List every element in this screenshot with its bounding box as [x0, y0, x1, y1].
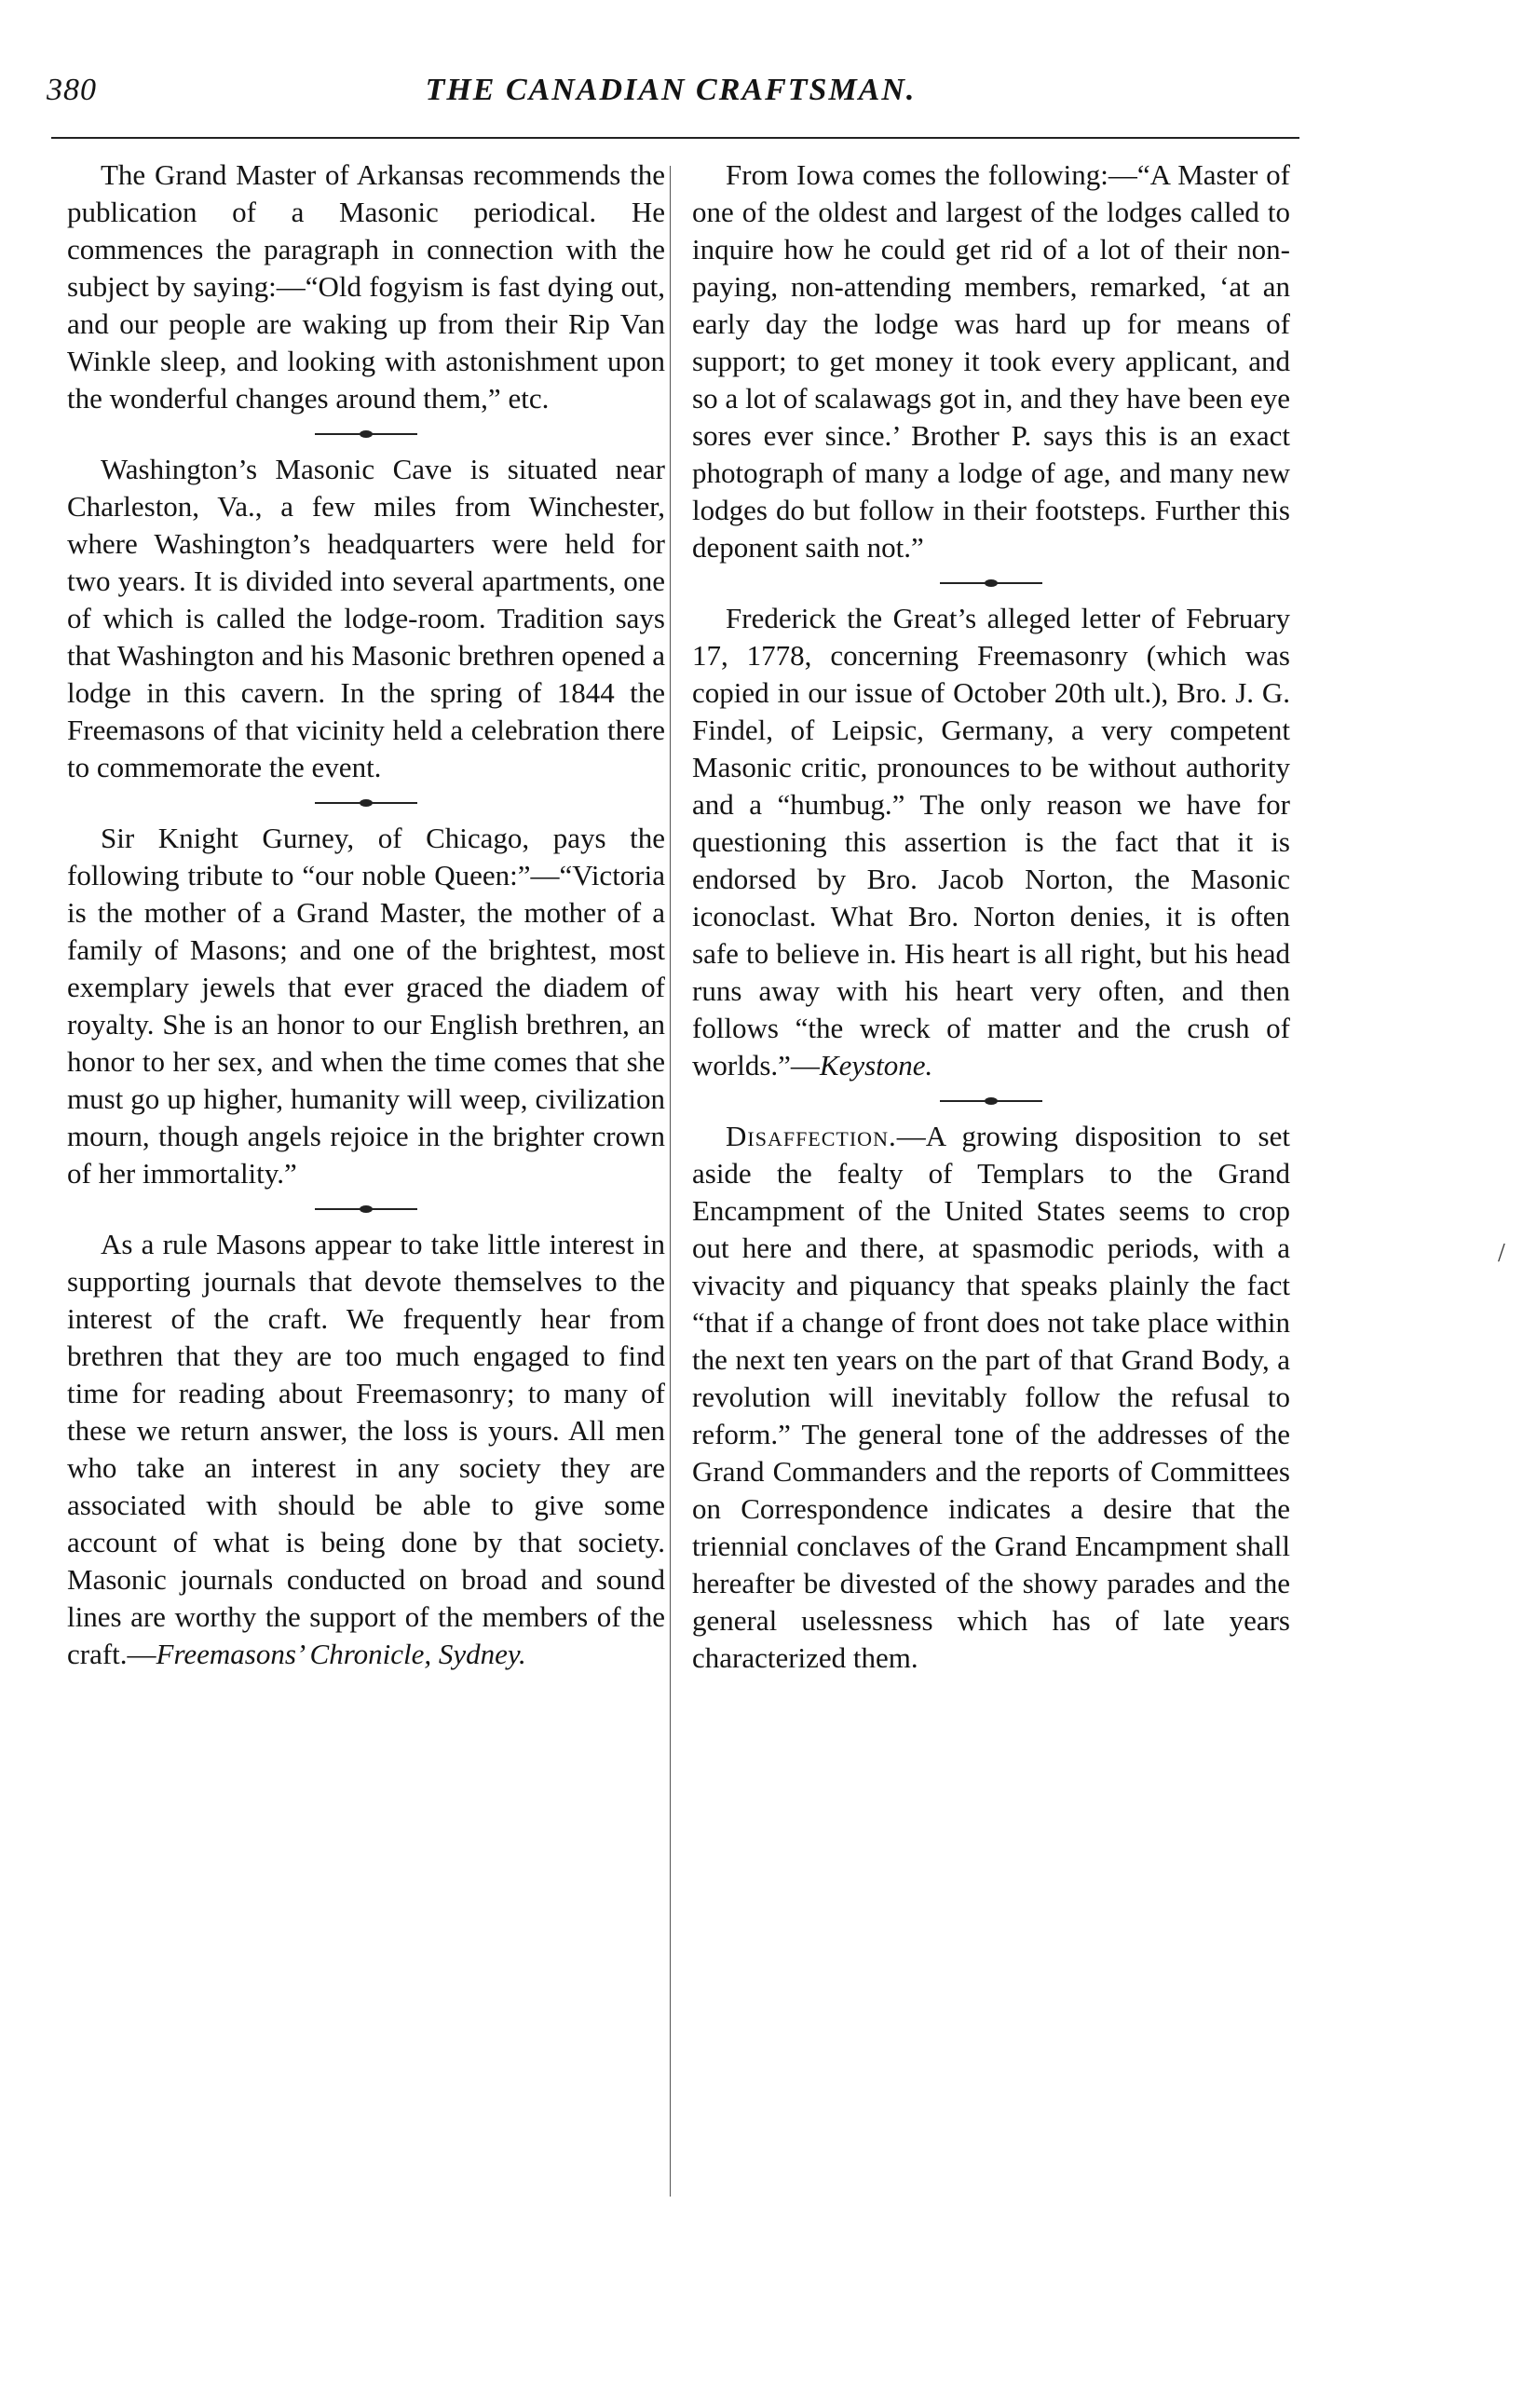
paragraph-text: —A growing disposition to set aside the fealty of Templars to the Grand Encampment of the United States seems to crop out here and there, at spasmodic periods, with a vivacity and piquancy that speaks plainly the fact “that if a change of front does not take place within the next ten years on the part of that Grand Body, a revolution will inevitably follow the refusal to reform.” The general tone of the addresses of the Grand Commanders and the reports of Committees on Correspondence indicates a desire that the triennial conclaves of the Grand Encampment shall hereafter be divested of the showy parades and the general uselessness which has of late years characterized them. — [692, 1120, 1290, 1674]
separator-ornament — [692, 1084, 1290, 1118]
paragraph-iowa — [692, 156, 1290, 566]
paragraph-arkansas — [67, 156, 665, 417]
paragraph-disaffection — [692, 1118, 1290, 1677]
paragraph-text: Sir Knight Gurney, of Chicago, pays the following tribute to “our noble Queen:”—“Victoria is the mother of a Grand Master, the mother of a family of Masons; and one of the brightest, most exemplary jewels that ever graced the diadem of royalty. She is an honor to our English brethren, an honor to her sex, and when the time comes that she must go up higher, humanity will weep, civilization mourn, though angels rejoice in the brighter crown of her immortality.” — [67, 822, 665, 1190]
left-column — [67, 156, 665, 1673]
paragraph-gurney-tribute — [67, 820, 665, 1192]
paragraph-masonic-journals — [67, 1226, 665, 1673]
paragraph-washington-cave — [67, 451, 665, 786]
separator-ornament — [692, 566, 1290, 600]
column-divider — [670, 166, 671, 2197]
paragraph-text: As a rule Masons appear to take little interest in supporting journals that devote themselves to the interest of the craft. We frequently hear from brethren that they are too much engaged to find time for reading about Freemasonry; to many of these we return answer, the loss is yours. All men who take an interest in any society they are associated with should be able to give some account of what is being done by that society. Masonic journals conducted on broad and sound lines are worthy the support of the members of the craft.— — [67, 1228, 665, 1670]
running-title: THE CANADIAN CRAFTSMAN. — [425, 73, 917, 107]
paragraph-text: Frederick the Great’s alleged letter of February 17, 1778, concerning Freemasonry (which was copied in our issue of October 20th ult.), Bro. J. G. Findel, of Leipsic, Germany, a very competent Masonic critic, pronounces to be without authority and a “humbug.” The only reason we have for questioning this assertion is the fact that it is endorsed by Bro. Jacob Norton, the Masonic iconoclast. What Bro. Norton denies, it is often safe to believe in. His heart is all right, but his head runs away with his heart very often, and then follows “the wreck of matter and the crush of worlds.”— — [692, 602, 1290, 1082]
page-header — [47, 73, 1295, 119]
right-column — [692, 156, 1290, 1677]
page-number: 380 — [47, 73, 97, 107]
paragraph-text: Washington’s Masonic Cave is situated near Charleston, Va., a few miles from Winchester, where Washington’s headquarters were held for two years. It is divided into several apartments, one of which is called the lodge-room. Tradition says that Washington and his Masonic brethren opened a lodge in this cavern. In the spring of 1844 the Freemasons of that vicinity held a celebration there to commemorate the event. — [67, 453, 665, 783]
separator-ornament — [67, 786, 665, 820]
paragraph-lead-word: Disaffection. — [726, 1120, 897, 1152]
header-rule — [51, 137, 1299, 139]
stray-mark: / — [1498, 1239, 1505, 1268]
separator-ornament — [67, 417, 665, 451]
source-citation: Freemasons’ Chronicle, Sydney. — [156, 1638, 526, 1670]
paragraph-frederick-letter — [692, 600, 1290, 1084]
separator-ornament — [67, 1192, 665, 1226]
source-citation: Keystone. — [819, 1049, 933, 1082]
paragraph-text: From Iowa comes the following:—“A Master of one of the oldest and largest of the lodges called to inquire how he could get rid of a lot of their non-paying, non-attending members, remarked, ‘at an early day the lodge was hard up for means of support; to get money it took every applicant, and so a lot of scalawags got in, and they have been eye sores ever since.’ Brother P. says this is an exact photograph of many a lodge of age, and many new lodges do but follow in their footsteps. Further this deponent saith not.” — [692, 158, 1290, 564]
paragraph-text: The Grand Master of Arkansas recommends the publication of a Masonic periodical. He commences the paragraph in connection with the subject by saying:—“Old fogyism is fast dying out, and our people are waking up from their Rip Van Winkle sleep, and looking with astonishment upon the wonderful changes around them,” etc. — [67, 158, 665, 415]
